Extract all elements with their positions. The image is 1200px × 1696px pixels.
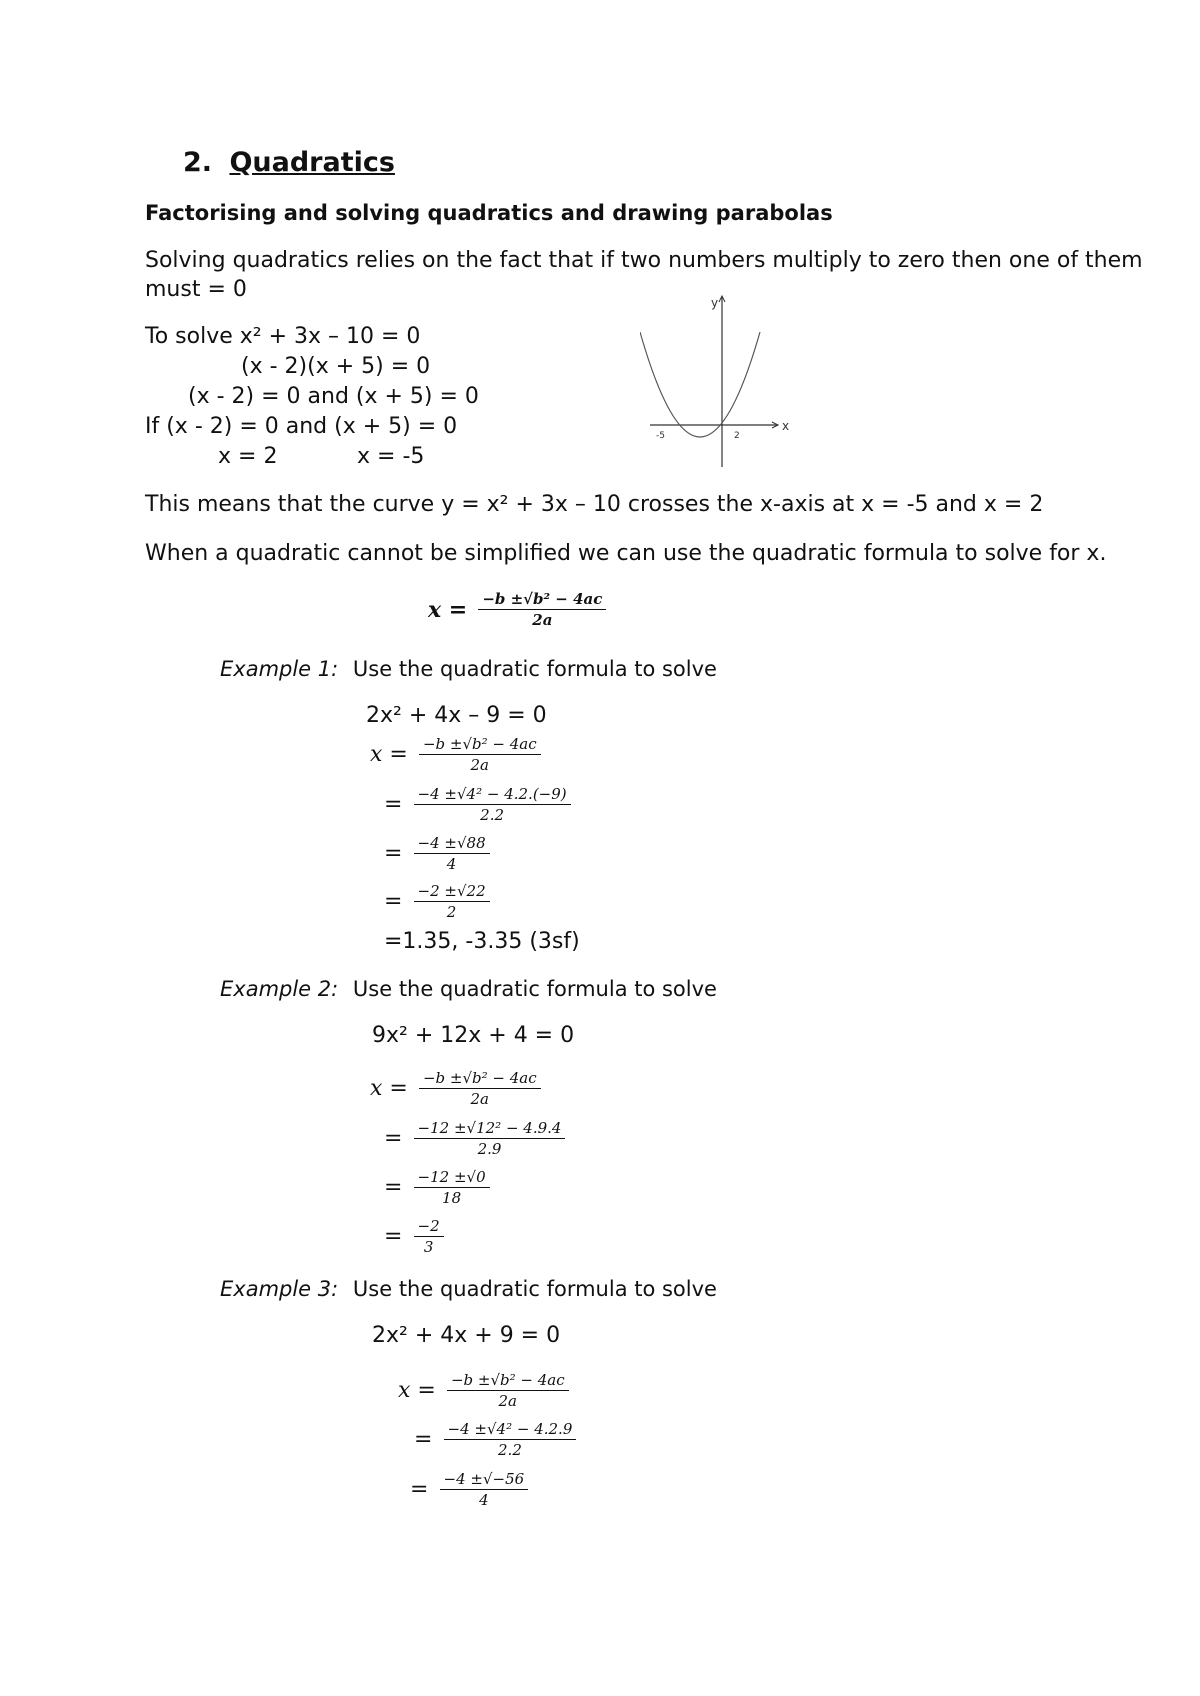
step-denominator: 2.2 — [498, 1441, 522, 1459]
parabola-graph — [640, 292, 800, 472]
step-numerator: −12 ±√12² − 4.9.4 — [414, 1119, 566, 1139]
example-1-text: Use the quadratic formula to solve — [352, 657, 717, 681]
formula-fraction — [478, 590, 606, 629]
step-numerator: −b ±√b² − 4ac — [419, 735, 541, 755]
step-lhs: = — [384, 792, 403, 817]
example-2-equation: 9x² + 12x + 4 = 0 — [372, 1023, 575, 1048]
example-1-step-1 — [370, 735, 541, 774]
step-numerator: −2 ±√22 — [414, 882, 490, 902]
example-2-step-2 — [384, 1119, 565, 1158]
step-denominator: 2.2 — [480, 806, 505, 824]
step-denominator: 3 — [423, 1238, 434, 1256]
subsection-heading: Factorising and solving quadratics and drawing parabolas — [145, 201, 833, 225]
step-lhs: = — [384, 1126, 403, 1151]
formula-lhs: x = — [428, 596, 468, 623]
example-3-step-1 — [398, 1371, 569, 1410]
example-3-text: Use the quadratic formula to solve — [352, 1277, 717, 1301]
step-numerator: −b ±√b² − 4ac — [447, 1371, 569, 1391]
y-axis-label: y — [711, 296, 719, 310]
step-denominator: 4 — [479, 1491, 489, 1509]
example-1-step-4 — [384, 882, 490, 921]
step-denominator: 2a — [498, 1392, 518, 1410]
means-text: This means that the curve y = x² + 3x – 10 crosses the x-axis at x = -5 and x = 2 — [145, 492, 1044, 517]
tick-label-2: 2 — [734, 431, 740, 441]
example-1-result: =1.35, -3.35 (3sf) — [384, 929, 580, 954]
step-lhs: = — [414, 1427, 433, 1452]
step-lhs: x = — [370, 742, 408, 767]
intro-text-line-1: Solving quadratics relies on the fact that if two numbers multiply to zero then one of them — [145, 248, 1143, 273]
step-numerator: −b ±√b² − 4ac — [419, 1069, 541, 1089]
example-3-step-3 — [410, 1470, 528, 1509]
step-lhs: x = — [398, 1378, 436, 1403]
section-title-text: Quadratics — [229, 147, 395, 178]
step-denominator: 2 — [446, 903, 457, 921]
example-2-step-4 — [384, 1217, 444, 1256]
formula-denominator: 2a — [532, 611, 553, 629]
step-denominator: 2a — [470, 1090, 490, 1108]
example-2-step-1 — [370, 1069, 541, 1108]
example-1-step-2 — [384, 785, 571, 824]
example-3-step-2 — [414, 1420, 576, 1459]
step-numerator: −4 ±√88 — [414, 834, 490, 854]
step-lhs: = — [384, 1224, 403, 1249]
step-numerator: −2 — [414, 1217, 444, 1237]
example-1-equation: 2x² + 4x – 9 = 0 — [366, 703, 547, 728]
step-numerator: −4 ±√4² − 4.2.9 — [444, 1420, 577, 1440]
example-1-label: Example 1: — [220, 657, 339, 681]
example-2-step-3 — [384, 1168, 490, 1207]
solve-line-1: To solve x² + 3x – 10 = 0 — [145, 324, 421, 349]
step-numerator: −4 ±√−56 — [440, 1470, 529, 1490]
step-lhs: = — [410, 1477, 429, 1502]
step-lhs: = — [384, 889, 403, 914]
section-number: 2. — [183, 147, 213, 178]
step-numerator: −4 ±√4² − 4.2.(−9) — [414, 785, 571, 805]
example-1-heading — [220, 657, 717, 681]
step-denominator: 18 — [442, 1189, 462, 1207]
step-numerator: −12 ±√0 — [414, 1168, 490, 1188]
example-3-equation: 2x² + 4x + 9 = 0 — [372, 1323, 561, 1348]
example-2-label: Example 2: — [220, 977, 339, 1001]
solve-root-1: x = 2 — [218, 444, 278, 469]
step-denominator: 2a — [470, 756, 490, 774]
solve-root-2: x = -5 — [357, 444, 425, 469]
example-2-text: Use the quadratic formula to solve — [352, 977, 717, 1001]
parabola-curve — [640, 332, 760, 437]
tick-label-minus-5: -5 — [656, 431, 665, 441]
example-3-label: Example 3: — [220, 1277, 339, 1301]
x-axis-label: x — [782, 419, 790, 433]
step-denominator: 2.9 — [477, 1140, 502, 1158]
solve-line-3: (x - 2) = 0 and (x + 5) = 0 — [188, 384, 479, 409]
step-denominator: 4 — [446, 855, 457, 873]
formula-intro-text: When a quadratic cannot be simplified we can use the quadratic formula to solve for x. — [145, 541, 1107, 566]
formula-numerator: −b ±√b² − 4ac — [478, 590, 606, 610]
step-lhs: = — [384, 841, 403, 866]
step-lhs: x = — [370, 1076, 408, 1101]
step-lhs: = — [384, 1175, 403, 1200]
example-2-heading — [220, 977, 717, 1001]
section-title — [183, 147, 395, 178]
solve-line-2: (x - 2)(x + 5) = 0 — [241, 354, 431, 379]
solve-line-4: If (x - 2) = 0 and (x + 5) = 0 — [145, 414, 458, 439]
example-1-step-3 — [384, 834, 490, 873]
intro-text-line-2: must = 0 — [145, 277, 247, 302]
example-3-heading — [220, 1277, 717, 1301]
quadratic-formula — [428, 590, 606, 629]
